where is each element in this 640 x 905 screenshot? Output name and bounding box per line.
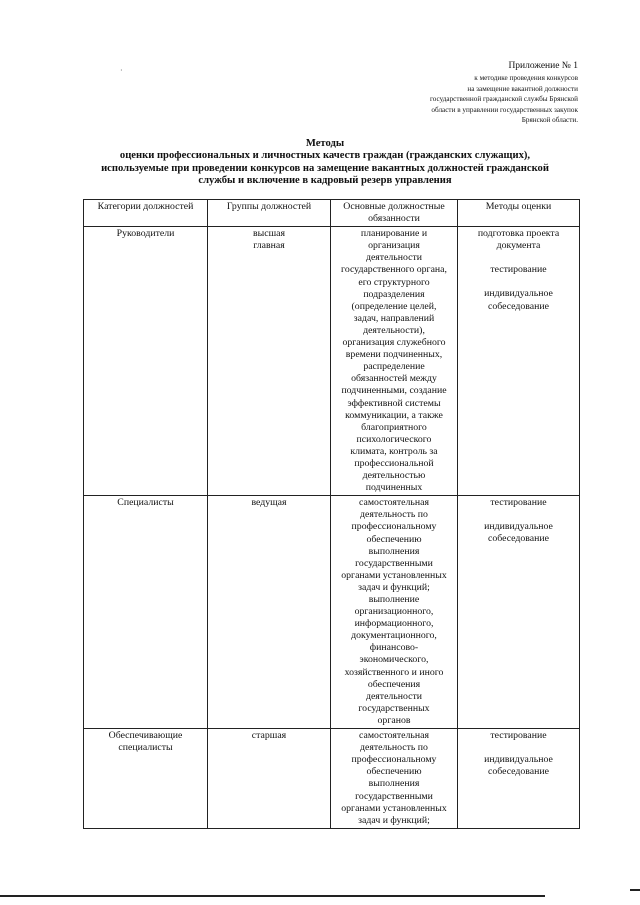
groups-cell xyxy=(208,496,331,729)
appendix-line: государственной гражданской службы Брянской xyxy=(429,95,578,104)
title-line: службы и включение в кадровый резерв управления xyxy=(198,175,452,187)
appendix-line: к методике проведения конкурсов xyxy=(474,74,578,82)
duty-line: психологического xyxy=(356,433,432,445)
duty-line: организация xyxy=(368,240,420,252)
duty-line: организация служебного xyxy=(342,337,446,349)
duty-line: коммуникации, а также xyxy=(345,409,443,421)
table-body xyxy=(84,227,580,829)
duty-line: государственными xyxy=(355,790,433,802)
duty-line: деятельности), xyxy=(363,324,425,336)
category-cell: Руководители xyxy=(84,227,208,496)
duty-line: (определение целей, xyxy=(351,300,437,312)
group-line: главная xyxy=(253,240,285,252)
line-gap xyxy=(462,252,575,264)
duty-line: органами установленных xyxy=(341,802,447,814)
duty-line: подчиненными, создание xyxy=(341,385,447,397)
duty-line: хозяйственного и иного xyxy=(344,666,444,678)
category-cell: Обеспечивающие специалисты xyxy=(84,729,208,829)
method-line: индивидуальное собеседование xyxy=(484,754,553,778)
appendix-line: области в управлении государственных закупок xyxy=(431,105,578,114)
method-line: индивидуальное собеседование xyxy=(484,288,553,312)
scan-mark: · xyxy=(120,66,123,75)
duty-line: подразделения xyxy=(363,288,425,300)
header-categories: Категории должностей xyxy=(84,200,208,227)
line-gap xyxy=(462,509,575,521)
table-row xyxy=(84,496,580,729)
group-line: высшая xyxy=(253,228,285,240)
duty-line: обеспечению xyxy=(366,533,422,545)
duty-line: задач и функций; xyxy=(358,814,430,826)
title-line: Методы xyxy=(305,138,345,149)
group-line: ведущая xyxy=(251,497,287,509)
duty-line: деятельности xyxy=(365,690,423,702)
duty-line: задач, направлений xyxy=(353,312,435,324)
duty-line: экономического, xyxy=(359,654,429,666)
appendix-line: на замещение вакантной должности xyxy=(467,84,578,93)
methods-cell xyxy=(458,496,580,729)
methods-table xyxy=(83,199,580,829)
duty-line: государственного органа, xyxy=(341,264,447,276)
method-line: тестирование xyxy=(490,730,547,742)
method-line: тестирование xyxy=(490,264,547,276)
duties-cell xyxy=(331,496,458,729)
methods-cell xyxy=(458,729,580,829)
duty-line: выполнение xyxy=(368,594,420,605)
method-line: тестирование xyxy=(490,497,547,509)
category-cell: Специалисты xyxy=(84,496,208,729)
line-gap xyxy=(462,742,575,754)
method-line: подготовка проекта документа xyxy=(477,228,560,252)
duty-line: подчиненных xyxy=(365,482,423,494)
group-line: старшая xyxy=(251,730,287,742)
duties-cell xyxy=(331,729,458,829)
methods-cell xyxy=(458,227,580,496)
method-line: индивидуальное собеседование xyxy=(484,521,553,545)
duty-line: обязанностей между xyxy=(351,373,437,385)
duty-line: благоприятного xyxy=(361,421,427,433)
duty-line: профессиональному xyxy=(351,521,437,533)
duty-line: распределение xyxy=(363,361,425,373)
duty-line: государственными xyxy=(355,557,433,569)
groups-cell xyxy=(208,729,331,829)
duty-line: информационного, xyxy=(354,618,434,630)
table-row xyxy=(84,227,580,496)
duty-line: планирование и xyxy=(360,228,428,240)
bottom-rule xyxy=(0,895,545,897)
duty-line: органов xyxy=(377,714,411,726)
title-line: оценки профессиональных и личностных качеств граждан (гражданских служащих), xyxy=(119,150,531,162)
duty-line: деятельностью xyxy=(362,470,426,482)
table-row xyxy=(84,729,580,829)
duty-line: деятельности xyxy=(365,252,423,264)
duty-line: финансово- xyxy=(369,642,419,654)
duty-line: органами установленных xyxy=(341,569,447,581)
appendix-block xyxy=(278,60,578,126)
duty-line: профессиональной xyxy=(354,457,434,469)
duty-line: эффективной системы xyxy=(347,397,441,409)
duty-line: выполнения xyxy=(368,778,420,790)
appendix-title: Приложение № 1 xyxy=(508,61,578,71)
bottom-rule-right xyxy=(630,889,640,891)
appendix-line: Брянской области. xyxy=(521,116,578,125)
title-line: используемые при проведении конкурсов на замещение вакантных должностей гражданской xyxy=(101,162,549,174)
duty-line: его структурного xyxy=(358,276,430,288)
table-header-row xyxy=(84,200,580,227)
duty-line: самостоятельная xyxy=(359,497,429,509)
duty-line: задач и функций; xyxy=(358,581,430,593)
line-gap xyxy=(462,276,575,288)
duty-line: документационного, xyxy=(351,630,437,642)
duties-cell xyxy=(331,227,458,496)
header-duties: Основные должностные обязанности xyxy=(331,200,458,227)
duty-line: самостоятельная xyxy=(359,730,429,742)
duty-line: деятельность по xyxy=(360,742,428,754)
duty-line: обеспечения xyxy=(367,678,421,690)
header-groups: Группы должностей xyxy=(208,200,331,227)
duty-line: времени подчиненных, xyxy=(345,349,443,361)
duty-line: государственных xyxy=(358,702,430,714)
duty-line: обеспечению xyxy=(366,766,422,778)
duty-line: профессиональному xyxy=(351,754,437,766)
duty-line: климата, контроль за xyxy=(350,445,438,457)
duty-line: организационного, xyxy=(354,606,434,618)
header-methods: Методы оценки xyxy=(458,200,580,227)
duty-line: деятельность по xyxy=(360,509,428,521)
document-title xyxy=(75,138,575,188)
duty-line: выполнения xyxy=(368,545,420,557)
groups-cell xyxy=(208,227,331,496)
